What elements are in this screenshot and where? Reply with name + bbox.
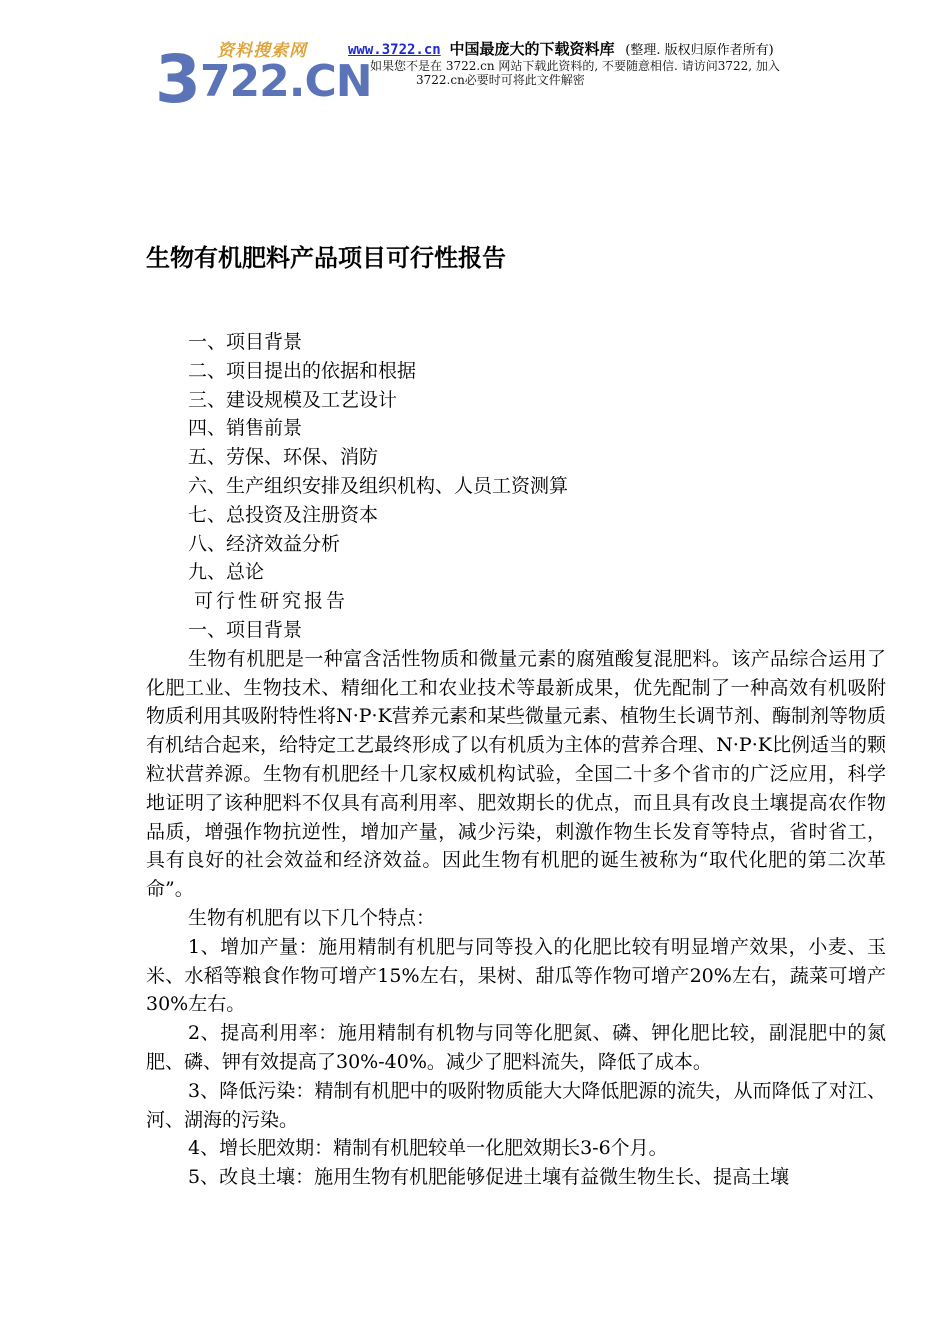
paragraph: 1、增加产量：施用精制有机肥与同等投入的化肥比较有明显增产效果，小麦、玉米、水稻等粮食作物可增产15%左右，果树、甜瓜等作物可增产20%左右，蔬菜可增产30%左右。 bbox=[146, 935, 886, 1016]
toc-item: 九、总论 bbox=[188, 561, 265, 584]
site-url-link[interactable]: www.3722.cn bbox=[348, 42, 441, 58]
table-of-contents bbox=[146, 328, 886, 587]
paragraph: 生物有机肥有以下几个特点： bbox=[188, 906, 436, 929]
paragraph: 生物有机肥是一种富含活性物质和微量元素的腐殖酸复混肥料。该产品综合运用了化肥工业、生物技术、精细化工和农业技术等最新成果，优先配制了一种高效有机吸附物质利用其吸附特性将N·P·K营养元素和某些微量元素、植物生长调节剂、酶制剂等物质有机结合起来，给特定工艺最终形成了以有机质为主体的营养合理、N·P·K比例适当的颗粒状营养源。生物有机肥经十几家权威机构试验，全国二十多个省市的广泛应用，科学地证明了该种肥料不仅具有高利用率、肥效期长的优点，而且具有改良土壤提高农作物品质，增强作物抗逆性，增加产量，减少污染，刺激作物生长发育等特点，省时省工，具有良好的社会效益和经济效益。因此生物有机肥的诞生被称为“取代化肥的第二次革命”。 bbox=[146, 647, 886, 901]
copyright-note: (整理. 版权归原作者所有) bbox=[625, 43, 774, 58]
toc-item: 三、建设规模及工艺设计 bbox=[188, 388, 398, 411]
section-heading: 一、项目背景 bbox=[188, 618, 303, 641]
report-subtitle: 可行性研究报告 bbox=[194, 590, 349, 613]
toc-item: 四、销售前景 bbox=[188, 417, 303, 440]
document-title: 生物有机肥料产品项目可行性报告 bbox=[146, 244, 506, 272]
logo-tagline: 资料搜索网 bbox=[217, 41, 307, 61]
page-header bbox=[0, 0, 950, 118]
paragraph: 2、提高利用率：施用精制有机物与同等化肥氮、磷、钾化肥比较，副混肥中的氮肥、磷、钾有效提高了30%-40%。减少了肥料流失，降低了成本。 bbox=[146, 1022, 886, 1073]
toc-item: 二、项目提出的依据和根据 bbox=[188, 359, 417, 382]
toc-item: 五、劳保、环保、消防 bbox=[188, 446, 379, 469]
site-tagline: 中国最庞大的下载资料库 bbox=[449, 40, 615, 58]
toc-item: 八、经济效益分析 bbox=[188, 532, 341, 555]
logo-digit: 3 bbox=[155, 41, 200, 118]
toc-item: 七、总投资及注册资本 bbox=[188, 503, 379, 526]
toc-item: 六、生产组织安排及组织机构、人员工资测算 bbox=[188, 474, 569, 497]
paragraph: 3、降低污染：精制有机肥中的吸附物质能大大降低肥源的流失，从而降低了对江、河、湖海的污染。 bbox=[146, 1079, 886, 1131]
document-body bbox=[146, 328, 886, 1192]
paragraph: 5、改良土壤：施用生物有机肥能够促进土壤有益微生物生长、提高土壤 bbox=[188, 1166, 790, 1189]
paragraph: 4、增长肥效期：精制有机肥较单一化肥效期长3-6个月。 bbox=[188, 1137, 668, 1160]
header-banner bbox=[348, 40, 774, 60]
toc-item: 一、项目背景 bbox=[188, 331, 303, 353]
site-logo[interactable] bbox=[155, 34, 372, 118]
disclaimer-line-1: 如果您不是在 3722.cn 网站下载此资料的, 不要随意相信. 请访问3722, 加入 bbox=[370, 59, 780, 73]
disclaimer-line-2: 3722.cn必要时可将此文件解密 bbox=[416, 73, 585, 87]
logo-text: 3722.CN bbox=[155, 41, 372, 118]
